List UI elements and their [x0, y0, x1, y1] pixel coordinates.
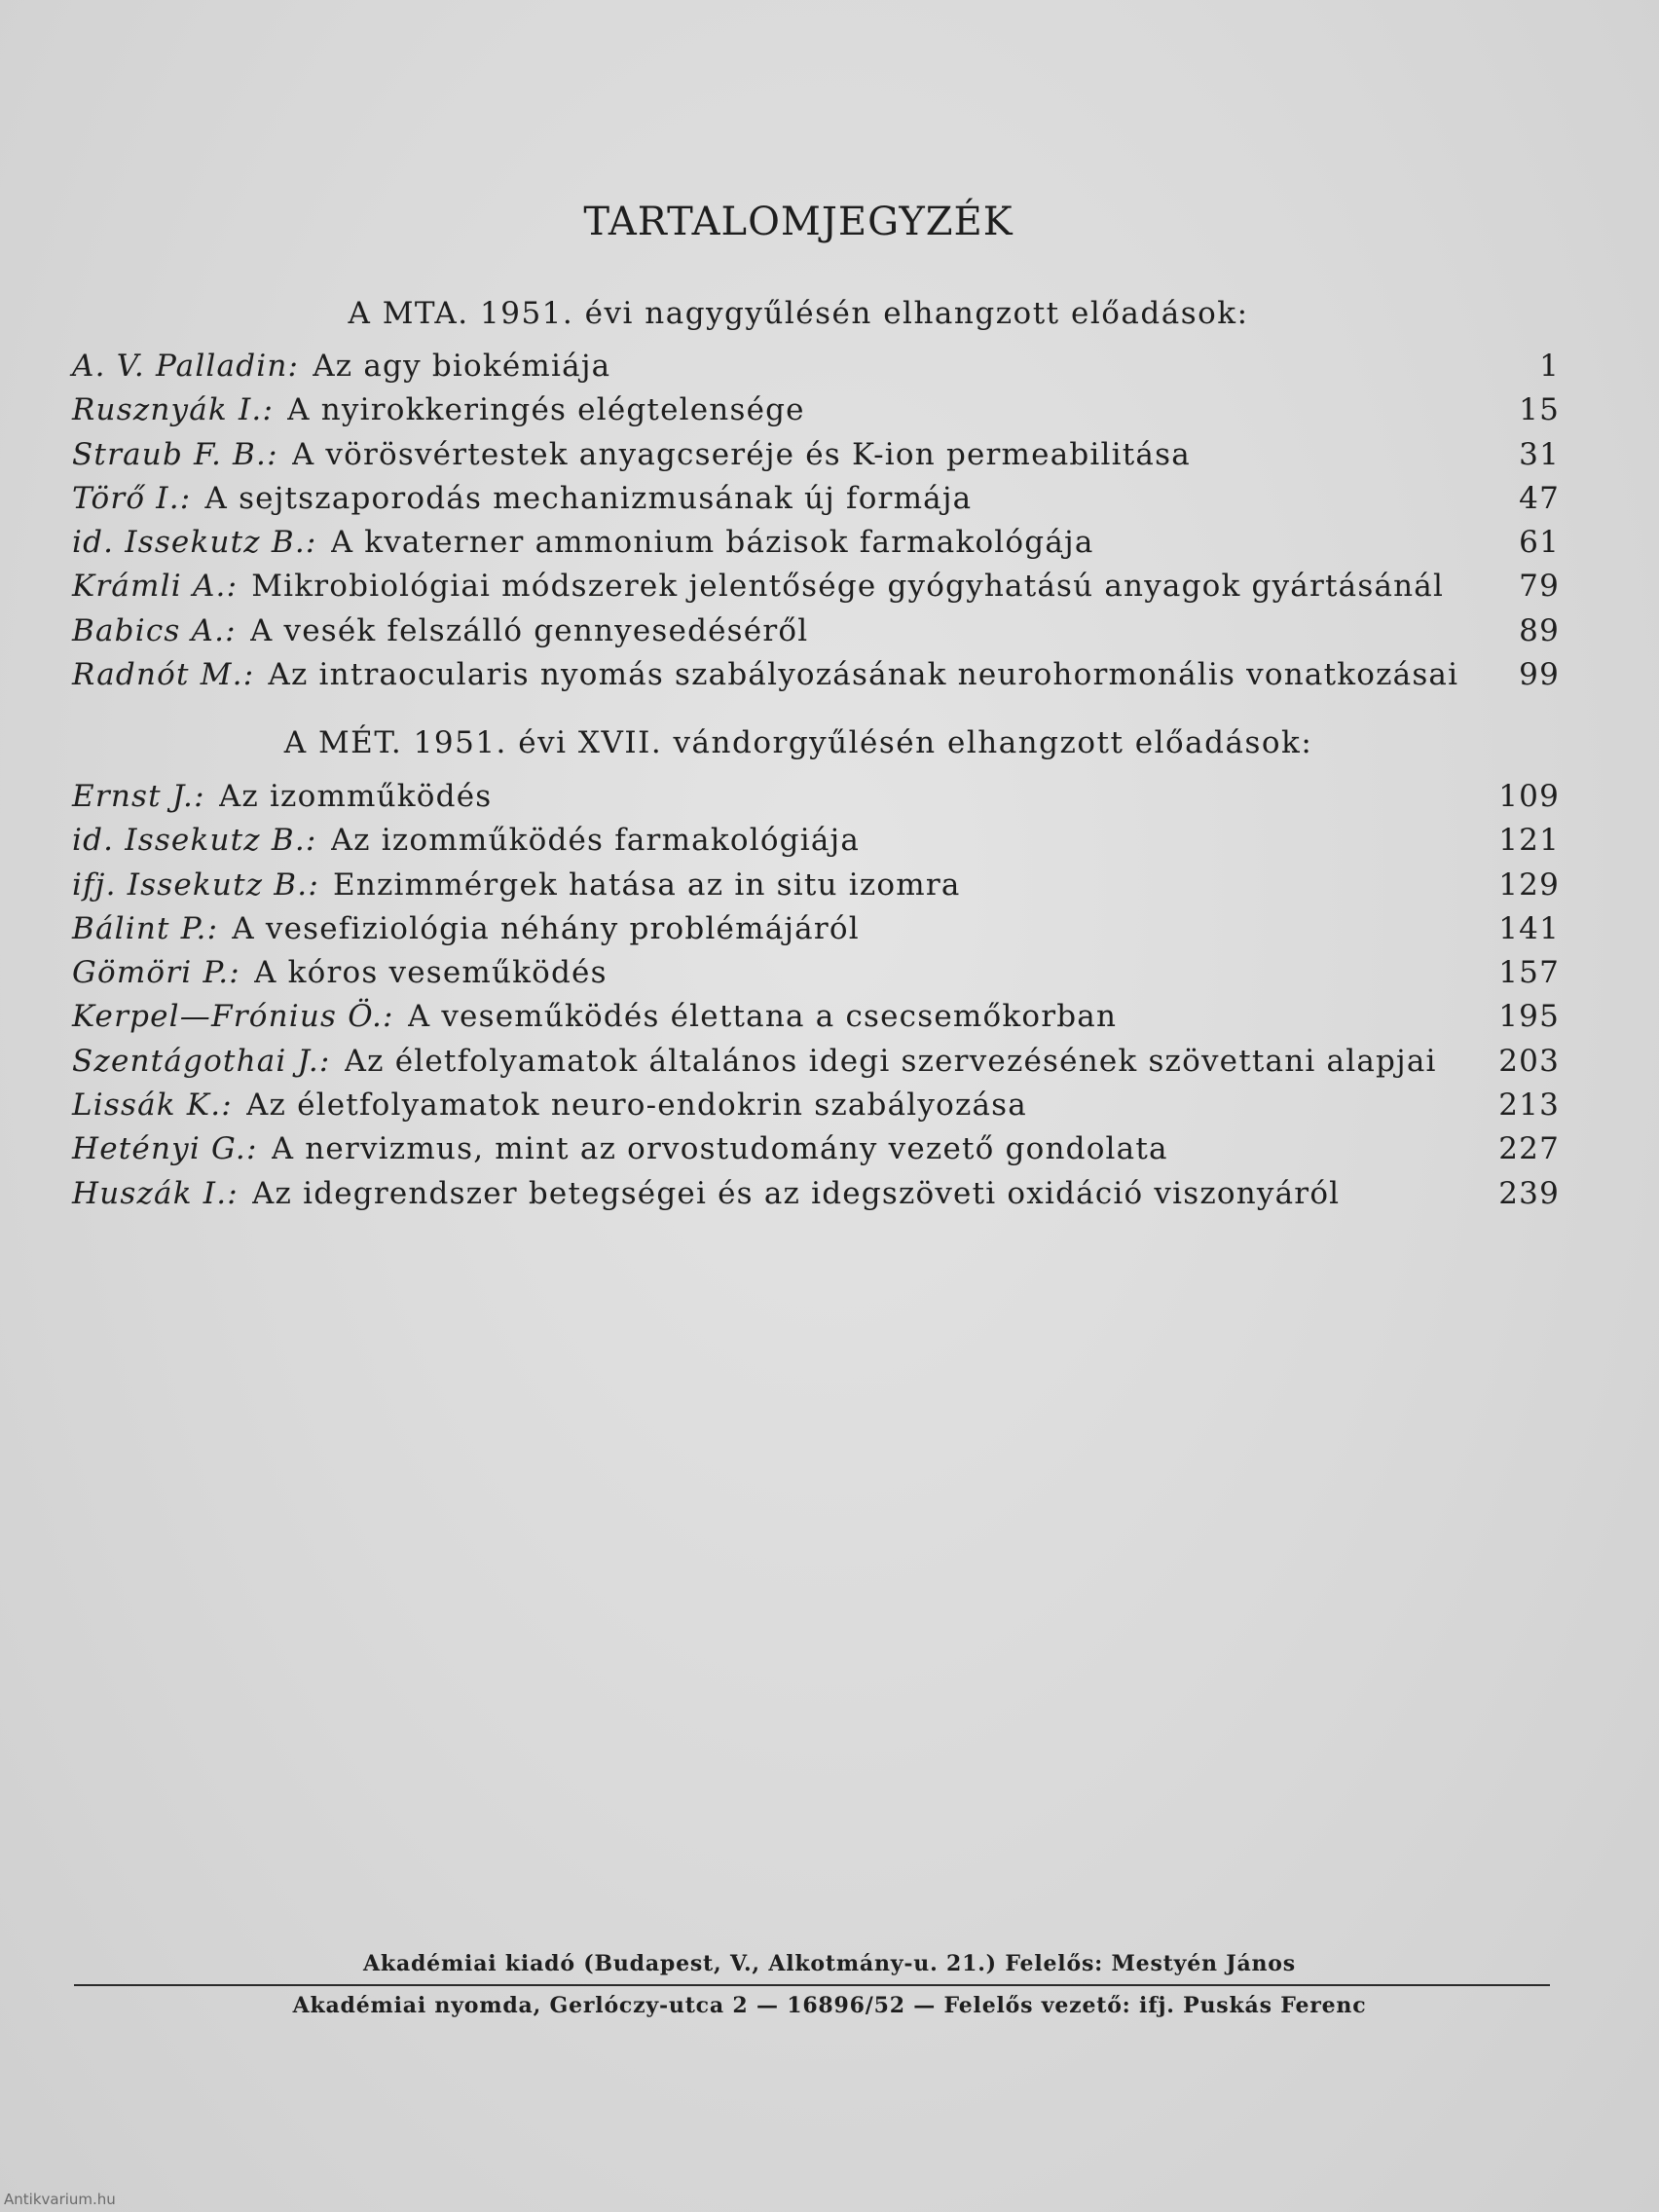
toc-entry [72, 1088, 1560, 1131]
entry-author: id. Issekutz B.: [72, 525, 317, 561]
toc-section-met [72, 779, 1560, 1220]
entry-page-number: 15 [1519, 392, 1560, 428]
entry-author: Radnót M.: [72, 657, 255, 693]
entry-title: A vörösvértestek anyagcseréje és K-ion permeabilitása [291, 436, 1191, 472]
entry-title: Az idegrendszer betegségei és az idegszöveti oxidáció viszonyáról [251, 1175, 1341, 1211]
toc-entry [72, 1176, 1560, 1220]
entry-page-number: 239 [1498, 1175, 1560, 1211]
section-heading-met: A MÉT. 1951. évi XVII. vándorgyűlésén elhangzott előadások: [283, 725, 1313, 760]
entry-title: A vesék felszálló gennyesedéséről [249, 612, 809, 648]
entry-page-number: 213 [1498, 1088, 1560, 1124]
toc-section-mta [72, 349, 1560, 701]
toc-entry [72, 999, 1560, 1043]
entry-page-number: 109 [1498, 779, 1560, 814]
entry-page-number: 31 [1519, 436, 1560, 472]
entry-author: Törő I.: [72, 480, 192, 516]
printer-imprint: Akadémiai nyomda, Gerlóczy-utca 2 — 16896/52 — Felelős vezető: ifj. Puskás Ferenc [292, 1993, 1367, 2018]
entry-title: A nervizmus, mint az orvostudomány vezető gondolata [271, 1131, 1168, 1167]
entry-page-number: 141 [1498, 910, 1560, 946]
entry-page-number: 227 [1498, 1131, 1560, 1167]
toc-entry [72, 955, 1560, 999]
toc-entry [72, 779, 1560, 823]
page-title: TARTALOMJEGYZÉK [583, 200, 1014, 244]
entry-author: Ernst J.: [72, 779, 205, 814]
toc-entry [72, 392, 1560, 436]
entry-page-number: 61 [1519, 525, 1560, 561]
entry-page-number: 99 [1519, 657, 1560, 693]
entry-author: ifj. Issekutz B.: [72, 866, 319, 903]
entry-page-number: 157 [1498, 955, 1560, 991]
entry-author: Szentágothai J.: [72, 1043, 331, 1079]
entry-title: A kvaterner ammonium bázisok farmakológája [330, 525, 1094, 561]
entry-author: Hetényi G.: [72, 1131, 258, 1167]
entry-author: Kerpel—Frónius Ö.: [72, 999, 394, 1035]
entry-page-number: 79 [1519, 569, 1560, 605]
entry-author: Lissák K.: [72, 1088, 233, 1124]
entry-author: Babics A.: [72, 612, 237, 648]
entry-page-number: 89 [1519, 612, 1560, 648]
toc-entry [72, 481, 1560, 525]
entry-title: Mikrobiológiai módszerek jelentősége gyógyhatású anyagok gyártásánál [251, 569, 1445, 605]
entry-title: Az életfolyamatok általános idegi szervezésének szövettani alapjai [344, 1043, 1437, 1079]
toc-entry [72, 657, 1560, 701]
toc-entry [72, 867, 1560, 911]
entry-title: Az intraocularis nyomás szabályozásának neurohormonális vonatkozásai [268, 657, 1459, 693]
toc-entry [72, 569, 1560, 612]
entry-title: Az agy biokémiája [313, 349, 611, 384]
entry-author: Krámli A.: [72, 569, 239, 605]
entry-title: Az életfolyamatok neuro-endokrin szabályozása [245, 1088, 1027, 1124]
entry-author: Bálint P.: [72, 910, 219, 946]
entry-page-number: 47 [1519, 480, 1560, 516]
watermark: Antikvarium.hu [4, 2191, 116, 2208]
entry-title: A veseműködés élettana a csecsemőkorban [407, 999, 1118, 1035]
entry-page-number: 129 [1498, 866, 1560, 903]
entry-title: A nyirokkeringés elégtelensége [287, 392, 805, 428]
section-heading-mta: A MTA. 1951. évi nagygyűlésén elhangzott előadások: [348, 296, 1249, 331]
toc-entry [72, 1131, 1560, 1175]
entry-author: Huszák I.: [72, 1175, 239, 1211]
entry-page-number: 195 [1498, 999, 1560, 1035]
entry-author: Rusznyák I.: [72, 392, 275, 428]
entry-author: A. V. Palladin: [72, 349, 300, 384]
entry-title: Az izomműködés farmakológiája [330, 823, 861, 859]
publisher-imprint: Akadémiai kiadó (Budapest, V., Alkotmány-u. 21.) Felelős: Mestyén János [363, 1951, 1296, 1976]
entry-title: A kóros veseműködés [253, 955, 608, 991]
entry-title: A vesefiziológia néhány problémájáról [232, 910, 860, 946]
toc-entry [72, 911, 1560, 955]
toc-entry [72, 613, 1560, 657]
entry-author: id. Issekutz B.: [72, 823, 317, 859]
entry-page-number: 1 [1539, 349, 1560, 384]
entry-title: Az izomműködés [218, 779, 493, 814]
imprint-divider [74, 1984, 1550, 1986]
toc-entry [72, 349, 1560, 392]
entry-page-number: 203 [1498, 1043, 1560, 1079]
entry-page-number: 121 [1498, 823, 1560, 859]
entry-author: Straub F. B.: [72, 436, 278, 472]
entry-title: A sejtszaporodás mechanizmusának új formája [204, 480, 973, 516]
toc-entry [72, 823, 1560, 866]
entry-title: Enzimmérgek hatása az in situ izomra [333, 866, 961, 903]
toc-entry [72, 437, 1560, 481]
entry-author: Gömöri P.: [72, 955, 240, 991]
toc-entry [72, 525, 1560, 569]
toc-entry [72, 1044, 1560, 1088]
